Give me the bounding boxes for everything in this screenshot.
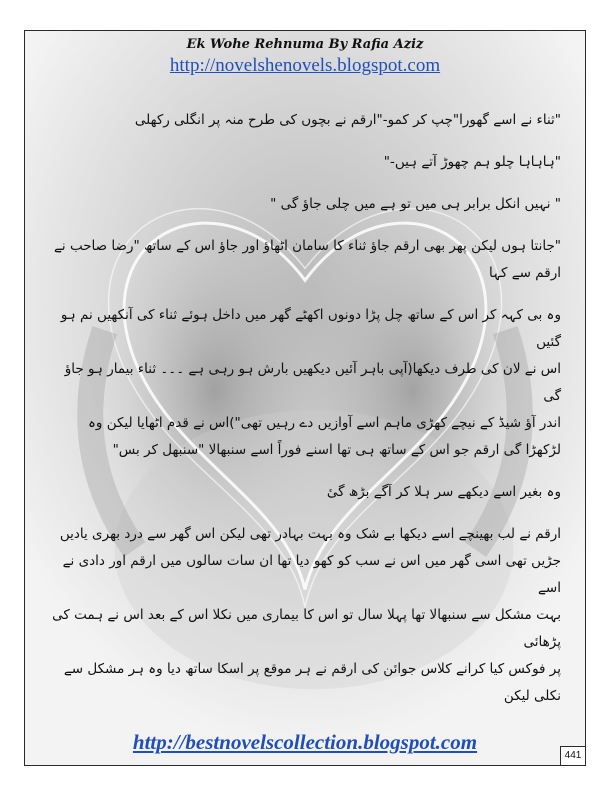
paragraph bbox=[49, 107, 561, 134]
text-line: جڑیں تھی اسی گھر میں اس نے سب کو کھو دیا تھا ان سات سالوں میں ارقم اور دادی نے اسے bbox=[62, 553, 561, 596]
book-title-header: Ek Wohe Rehnuma By Rafia Aziz bbox=[186, 37, 424, 52]
blog-link-header[interactable]: http://novelshenovels.blogspot.com bbox=[169, 55, 441, 76]
text-line: وہ بی کہہ کر اس کے ساتھ چل پڑا دونوں اکھٹے گھر میں داخل ہوئے ثناء کی آنکھیں نم ہو گئیں bbox=[60, 307, 561, 350]
paragraph bbox=[49, 302, 561, 464]
paragraph bbox=[49, 521, 561, 710]
paragraph bbox=[49, 191, 561, 218]
paragraph bbox=[49, 479, 561, 506]
text-line: بہت مشکل سے سنبھالا تھا پہلا سال تو اس کا بیماری میں نکلا اس کے بعد اس نے ہمت کی پڑھائی bbox=[52, 607, 561, 650]
text-line: لڑکھڑا گی ارقم جو اس کے ساتھ ہی تھا اسنے فوراً اسے سنبھالا "سنبھل کر بس" bbox=[112, 442, 561, 458]
blog-link-footer[interactable]: http://bestnovelscollection.blogspot.com bbox=[132, 730, 478, 754]
page-frame bbox=[24, 30, 586, 766]
text-line: اس نے لان کی طرف دیکھا(آپی باہر آئیں دیکھیں بارش ہو رہی ہے ۔۔۔ ثناء بیمار ہو جاؤ گی bbox=[64, 361, 561, 404]
story-text bbox=[49, 107, 561, 725]
text-line: وہ بغیر اسے دیکھے سر ہلا کر آگے بڑھ گیٔ bbox=[326, 484, 561, 500]
text-line: " نہیں انکل برابر ہی میں تو ہے میں چلی جاؤ گی " bbox=[270, 196, 561, 212]
page-number: 441 bbox=[560, 746, 585, 765]
text-line: "ہاہاہا چلو ہم چھوڑ آتے ہیں-" bbox=[383, 154, 561, 170]
text-line: "جانتا ہوں لیکن پھر بھی ارقم جاؤ ثناء کا سامان اٹھاؤ اور جاؤ اس کے ساتھ "رضا صاحب نے bbox=[54, 238, 561, 254]
text-line: "ثناء نے اسے گھورا"چپ کر کمو-"ارقم نے بچوں کی طرح منہ پر انگلی رکھلی bbox=[134, 112, 561, 128]
text-line: ارقم نے لب بھینچے اسے دیکھا بے شک وہ بہت بہادر تھی لیکن اس گھر سے درد بھری یادیں bbox=[59, 526, 561, 542]
text-line: پر فوکس کیا کرانے کلاس جوائن کی ارقم نے ہر موقع پر اسکا ساتھ دیا وہ ہر مشکل سے نکلی لیکن bbox=[63, 661, 561, 704]
text-line: ارقم سے کہا bbox=[489, 265, 561, 281]
text-line: اندر آؤ شیڈ کے نیچے کھڑی ماہم اسے آوازیں دے رہیں تھی")اس نے قدم اٹھایا لیکن وہ bbox=[87, 415, 561, 431]
paragraph bbox=[49, 233, 561, 287]
paragraph bbox=[49, 149, 561, 176]
